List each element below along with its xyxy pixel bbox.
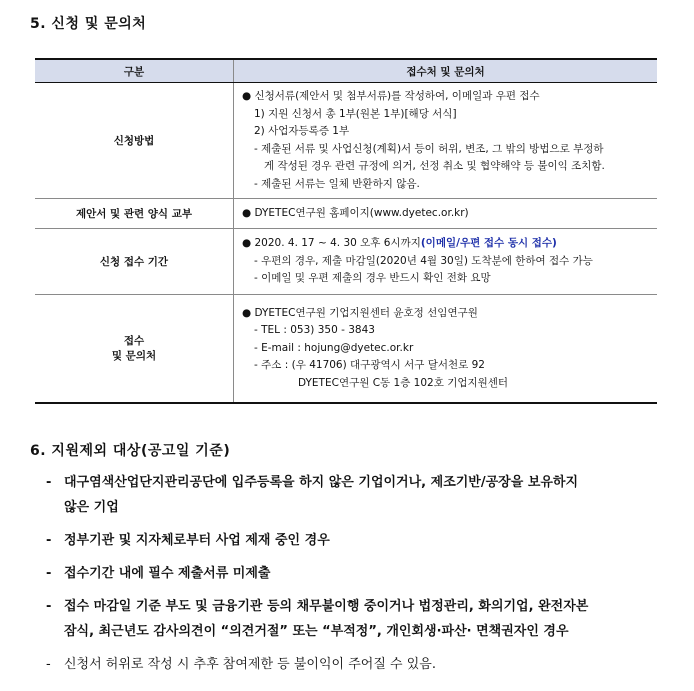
table-row [35,229,657,295]
row-label: 신청 접수 기간 [35,229,234,295]
section-5-title: 5. 신청 및 문의처 [30,16,147,32]
dash-marker: - [46,657,51,672]
list-item: DYETEC연구원 C동 1층 102호 기업지원센터 [298,376,509,389]
item-text: 정부기관 및 지자체로부터 사업 제재 중인 경우 [64,533,330,548]
exclusion-list [46,470,666,685]
list-item: 2) 사업자등록증 1부 [254,125,350,137]
item-text-continued: 잠식, 최근년도 감사의견이 “의견거절” 또는 “부적정”, 개인회생·파산· 면책권자인 경우 [64,624,569,639]
header-contact: 접수처 및 문의처 [234,59,658,83]
row-label [35,295,234,403]
table-row [35,295,657,403]
item-text: 접수 마감일 기준 부도 및 금융기관 등의 채무불이행 중이거나 법정관리, 화의기업, 완전자본 [64,599,589,614]
item-text-continued: 않은 기업 [64,500,119,515]
table-row [35,199,657,229]
list-item [242,235,651,253]
contact-table [35,58,657,404]
list-item [46,561,666,586]
row-content [234,295,658,403]
list-item: - 제출된 서류는 일체 반환하지 않음. [254,177,420,190]
period-text: ● 2020. 4. 17 ~ 4. 30 오후 6시까지 [242,237,421,250]
row-content [234,199,658,229]
row-content [234,83,658,199]
table-row [35,83,657,199]
list-item [46,594,666,644]
header-category: 구분 [35,59,234,83]
item-text: 신청서 허위로 작성 시 추후 참여제한 등 불이익이 주어질 수 있음. [64,657,436,672]
row-content [234,229,658,295]
list-item: - 이메일 및 우편 제출의 경우 반드시 확인 전화 요망 [254,272,491,285]
table-header-row [35,59,657,83]
dash-marker: - [46,475,52,490]
list-item: - 제출된 서류 및 사업신청(계획)서 등이 허위, 변조, 그 밖의 방법으로 부정하 [254,142,604,155]
list-item: ● DYETEC연구원 기업지원센터 윤호정 선임연구원 [242,306,478,319]
row-label: 제안서 및 관련 양식 교부 [35,199,234,229]
list-item: ● DYETEC연구원 홈페이지(www.dyetec.or.kr) [242,206,469,219]
list-item: - 우편의 경우, 제출 마감일(2020년 4월 30일) 도착분에 한하여 접수 가능 [254,254,593,267]
dash-marker: - [46,533,52,548]
item-text: 접수기간 내에 필수 제출서류 미제출 [64,566,271,581]
section-6-title: 6. 지원제외 대상(공고일 기준) [30,443,231,459]
list-item [46,652,666,677]
list-item [46,528,666,553]
list-item: 게 작성된 경우 관련 규정에 의거, 선정 취소 및 협약해약 등 불이익 조치함. [264,160,605,172]
list-item: - E-mail : hojung@dyetec.or.kr [254,341,414,354]
list-item: ● 신청서류(제안서 및 첨부서류)를 작성하여, 이메일과 우편 접수 [242,90,540,102]
list-item: 1) 지원 신청서 총 1부(원본 1부)[해당 서식] [254,107,457,120]
row-label: 신청방법 [35,83,234,199]
list-item: - 주소 : (우 41706) 대구광역시 서구 달서천로 92 [254,359,485,371]
row-label-line: 및 문의처 [111,350,157,363]
list-item: - TEL : 053) 350 - 3843 [254,324,375,336]
row-label-line: 접수 [123,335,145,348]
period-highlight: (이메일/우편 접수 동시 접수) [420,237,557,250]
list-item [46,470,666,520]
dash-marker: - [46,566,52,581]
item-text: 대구염색산업단지관리공단에 입주등록을 하지 않은 기업이거나, 제조기반/공장을 보유하지 [64,475,579,490]
dash-marker: - [46,599,52,614]
